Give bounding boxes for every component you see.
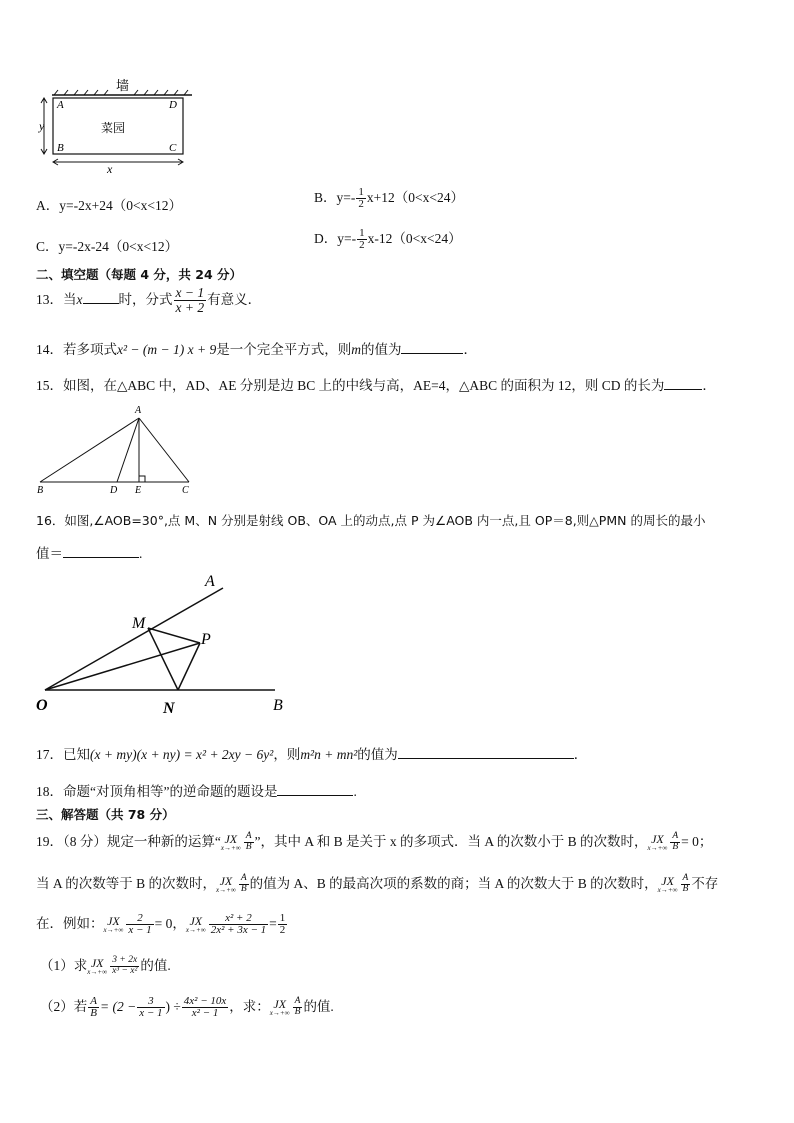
label-C: C [169,142,177,154]
fig15-label-D: D [110,485,118,494]
question-16-line2: 值＝ . [36,542,142,562]
section-3-heading: 三、解答题（共 78 分） [36,807,175,822]
answer-blank-13 [83,289,119,304]
option-c: C．y=-2x-24（0<x<12） [36,239,179,254]
question-19-examples: 在．例如： JX x→+∞ $\frac{2}{x - 1}$ = 0， JX x→+∞ $\frac{\text{x² + 2}}{\text{2x² + 3x − 1}}$ = $\frac{1}{2}$ [36,911,286,937]
question-18: 18．命题“对顶角相等”的逆命题的题设是 . [36,780,357,800]
option-b-suffix: x+12（0<x<24） [366,190,464,205]
q17-target: m²n + mn² [300,747,358,762]
option-d-prefix: D．y=- [314,231,357,246]
section-2-heading: 二、填空题（每题 4 分，共 24 分） [36,267,243,282]
angle-figure-16 [33,568,303,720]
option-b-prefix: B．y=- [314,190,356,205]
label-A: A [57,99,64,111]
question-19-line2: 当 A 的次数等于 B 的次数时， JX x→+∞ $\frac{A}{B}$ 的值为 A、B 的最高次项的系数的商；当 A 的次数大于 B 的次数时， JX x→+∞ $\frac{A}{B}$ 不存 [36,873,719,895]
question-17: 17．已知(x + my)(x + ny) = x² + 2xy − 6y²，则m²n + mn²的值为 ． [36,743,587,763]
answer-blank-15 [664,375,702,390]
fig16-label-O: O [36,697,48,714]
question-19-part2: （2）若 $\frac{A}{B}$ = (2 − $\frac{3}{x - 1}$ ) ÷ $\frac{\text{4x² − 10x}}{\text{x² − 1}}$ ，求： JX x→+∞ $\frac{A}{B}$ 的值. [40,994,334,1020]
option-a: A．y=-2x+24（0<x<12） [36,198,182,213]
wall-label: 墙 [116,78,130,93]
label-D: D [169,99,177,111]
q14-expression: x² − (m − 1) x + 9 [117,342,217,357]
option-d-suffix: x-12（0<x<24） [367,231,462,246]
fig15-label-C: C [182,485,189,494]
option-b [314,186,464,211]
answer-blank-14 [401,339,463,354]
fig15-label-A: A [135,405,142,416]
option-d-fraction: $\frac{1}{2}$ [359,226,365,252]
question-19-part1: （1）求 JX x→+∞ $\frac{3 + 2x}{\text{x³ − x²}}$ 的值. [40,955,171,977]
question-13: 13．当x 时，分式 $\frac{x - 1}{x + 2}$ 有意义． [36,285,262,316]
q17-expression: (x + my)(x + ny) = x² + 2xy − 6y² [90,747,274,762]
jx-operator: JX x→+∞ [220,832,241,853]
fig15-label-E: E [135,485,142,494]
fig16-label-A: A [205,573,215,590]
answer-blank-17 [398,744,574,759]
answer-blank-16 [63,543,139,558]
fig15-label-B: B [37,485,44,494]
label-B: B [57,142,64,154]
garden-label: 菜园 [101,121,126,135]
fig16-label-B: B [273,697,283,714]
label-y: y [39,119,45,133]
fig16-label-P: P [201,631,211,648]
label-x: x [107,162,113,176]
question-14: 14．若多项式x² − (m − 1) x + 9是一个完全平方式，则m的值为 ． [36,338,477,358]
question-16-line1: 16．如图,∠AOB=30°,点 M、N 分别是射线 OB、OA 上的动点,点 P 为∠AOB 内一点,且 OP＝8,则△PMN 的周长的最小 [36,513,706,528]
question-15: 15．如图，在△ABC 中，AD、AE 分别是边 BC 上的中线与高，AE=4，△ABC 的面积为 12，则 CD 的长为 ． [36,374,716,394]
fig16-label-M: M [132,615,146,632]
q13-fraction: $\frac{x - 1}{x + 2}$ [175,285,205,316]
answer-blank-18 [277,781,353,796]
garden-figure [30,78,200,180]
triangle-figure-15 [33,402,203,494]
option-b-fraction: $\frac{1}{2}$ [358,185,364,211]
option-d [314,227,462,252]
fig16-label-N: N [163,700,175,717]
question-19-line1: 19．（8 分）规定一种新的运算“ JX x→+∞ $\frac{A}{B}$ ”，其中 A 和 B 是关于 x 的多项式．当 A 的次数小于 B 的次数时， JX x→+∞ $\frac{A}{B}$ = 0； [36,831,713,853]
